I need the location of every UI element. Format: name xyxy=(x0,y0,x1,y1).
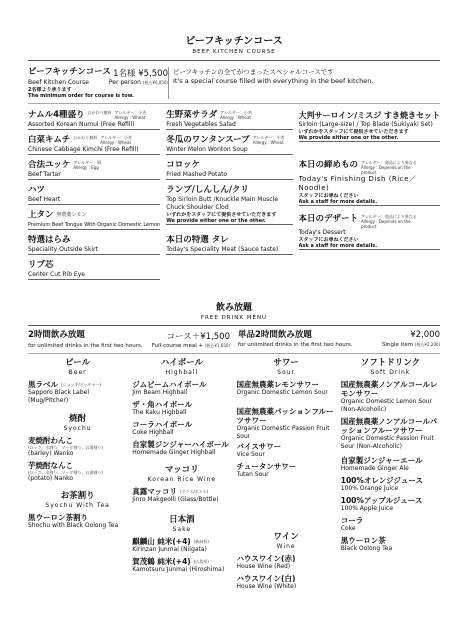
drink-item: ハウスワイン(白) House Wine (White) xyxy=(236,574,297,590)
course-item: 生野菜サラダ アレルギー：小麦 Allergy : Wheat Fresh Vegetables Salad xyxy=(166,110,292,135)
course-item: 本日のデザート アレルギー：商品により異なる Allergy : Depends on the product Today's Dessert スタッフにお尋ねください Ask a staff for more details. xyxy=(299,214,440,260)
course-title-jp: ビーフキッチンコース xyxy=(185,36,283,47)
course-menu-page xyxy=(28,36,440,298)
drink-col-1 xyxy=(28,358,132,594)
drink-item: 100%アップルジュース 100% Apple Juice xyxy=(340,496,423,512)
course-item: ハツ Beef Heart xyxy=(28,185,160,210)
drink-item: 国産無農薬パッションフルーツサワー Organic Domestic Passion Fruit Sour xyxy=(236,407,334,440)
plan-single: 単品2時間飲み放題 ¥2,000 for unlimited drinks in the first two hours. Single item (税込¥2,200) xyxy=(238,330,440,348)
drink-item: 芋焼酎なんこ (ロック、水割り、ソーダ割り、お湯割り) (potato) Nanko xyxy=(28,461,103,482)
plan2-title: 単品2時間飲み放題 xyxy=(238,330,312,340)
drink-columns xyxy=(28,358,440,594)
course-name-jp: ビーフキッチンコース xyxy=(28,67,111,77)
drink-item: 真露マッコリ (グラス/ボトル) Jinro Makgeolli (Glass/Bottle) xyxy=(132,487,219,503)
drink-item: コーラハイボール Coke Highball xyxy=(132,420,193,436)
section-shochu: 焼酎 Syochu xyxy=(63,414,92,432)
section-wine: ワイン Wine xyxy=(273,532,299,550)
drink-item: 賀茂鶴 純米(+4) (広島県) Kamotsuru Junmai (Hiroshima) xyxy=(132,557,225,573)
section-tea-shochu: お茶割り Syochu With Tea xyxy=(45,491,110,509)
course-per-person: Per person xyxy=(108,79,141,86)
section-beer: ビール Beer xyxy=(65,358,91,376)
course-desc-en: It's a special course filled with everything in the beef kitchen. xyxy=(173,77,374,85)
drink-item: ハウスワイン(赤) House Wine (Red) xyxy=(236,554,296,570)
course-price: ¥5,500 xyxy=(138,69,168,79)
course-item: 大判サーロイン/ミスジ すき焼きセット Sirloin (Large-size) / Top Blade (Sukiyaki Set) いずれかをスタッフにて提供させていただきます We provide either one or the other. xyxy=(298,111,440,141)
course-header xyxy=(28,67,440,99)
drink-item: ジムビームハイボール Jim Beam Highball xyxy=(132,380,207,396)
course-qty: 1名様 xyxy=(113,69,136,79)
section-sour: サワー Sour xyxy=(273,358,299,376)
drink-item: 国産無農薬レモンサワー Organic Domestic Lemon Sour xyxy=(236,380,328,396)
course-item: 冬瓜のワンタンスープ アレルギー：小麦 Allergy : Wheat Winter Melon Wonton Soup xyxy=(166,135,292,160)
drink-item: 自家製ジンジャーエール Homemade Ginger Ale xyxy=(340,456,423,472)
drink-item: ザ・角ハイボール The Kaku Highball xyxy=(132,400,193,416)
course-item: リブ芯 Center Cut Rib Eye xyxy=(28,260,160,285)
drink-item: 国産無農薬ノンアルコールレモンサワー Organic Domestic Lemon Sour (Non-Alcoholic) xyxy=(340,380,438,413)
drink-col-2 xyxy=(132,358,236,594)
course-title xyxy=(28,36,440,56)
drink-item: 自家製ジンジャーハイボール Homemade Ginger Highball xyxy=(132,440,229,456)
drink-item: 麒麟山 純米(+4) (新潟県) Kirinzan Junmai (Niigata) xyxy=(132,537,209,553)
course-col-2 xyxy=(166,110,298,285)
drink-item: コーラ Coke xyxy=(340,516,364,532)
course-item: ランプ/しんしん/クリ Top Sirloin Butt /Knuckle Main Muscle Chuck Shoulder Clod いずれかをスタッフにて提供させていただきます We provide either one or the other. xyxy=(166,185,292,235)
plan1-price: ¥1,500 xyxy=(200,332,230,342)
course-divider xyxy=(28,60,440,61)
drink-item: 黒ラベル (ジョッキ/ピッチャー) Sapporo Black Label (Mug/Pitcher) xyxy=(28,380,102,404)
course-desc-jp: ビーフキッチンの全てがつまったスペシャルコースです xyxy=(173,68,334,76)
course-items xyxy=(28,110,440,285)
section-highball: ハイボール Highball xyxy=(160,358,204,376)
plan1-title: 2時間飲み放題 xyxy=(28,330,85,340)
drink-item: チュータンサワー Tutan Sour xyxy=(236,462,297,478)
course-col-1 xyxy=(28,110,166,285)
drink-item: 黒ウーロン茶割り Shochu with Black Oolong Tea xyxy=(28,513,119,529)
course-col-3 xyxy=(299,110,440,285)
drink-title-en: FREE DRINK MENU xyxy=(200,315,268,321)
section-sake: 日本酒 Sake xyxy=(169,515,195,533)
drink-item: 黒ウーロン茶 Black Oolong Tea xyxy=(340,536,393,552)
drink-plans xyxy=(28,330,440,350)
course-item: ナムル4種盛り おかわり無料 アレルギー：小麦 Allergy : Wheat Assorted Korean Numul (Free Refill) xyxy=(28,110,160,135)
course-item: 特選はらみ Speciality Outside Skirt xyxy=(28,235,160,260)
drink-col-3 xyxy=(237,358,341,594)
course-min-jp: 2名様より承ります xyxy=(28,87,72,93)
course-title-en: BEEF KITCHEN COURSE xyxy=(192,49,276,55)
drink-menu-page xyxy=(28,302,440,602)
drink-item: 麦焼酎わんこ (ロック、水割り、ソーダ割り、お湯割り) (barley) Wanko xyxy=(28,436,103,457)
course-item: 白菜キムチ おかわり無料 アレルギー：小麦 Allergy : Wheat Chinese Cabbage Kimchi (Free Refill) xyxy=(28,135,160,160)
drink-item: 国産無農薬ノンアルコールパッションフルーツサワー Organic Domestic Passion Fruit Sour (Non-Alcoholic) xyxy=(340,417,437,450)
drink-item: 100%オレンジジュース 100% Orange Juice xyxy=(340,476,423,492)
plan-course: 2時間飲み放題 コース＋¥1,500 for unlimited drinks in the first two hours. Full course meal + (税込¥1,650) xyxy=(28,330,230,349)
plan2-price: ¥2,000 xyxy=(410,330,440,340)
course-tax: (税込¥6,050) xyxy=(142,80,168,85)
course-item: 本日の特選 タレ Today's Speciality Meat (Sauce taste) xyxy=(166,235,292,260)
drink-col-4 xyxy=(341,358,440,594)
drink-item: バイスサワー Vice Sour xyxy=(236,442,282,458)
drink-title xyxy=(28,302,440,322)
course-item: コロッケ Fried Mashed Potato xyxy=(166,160,292,185)
course-item: 上タン 無農薬レモン Premium Beef Tongue With Organic Domestic Lemon xyxy=(28,210,161,228)
section-soft-drink: ソフトドリンク Soft Drink xyxy=(360,358,421,376)
course-item: 合法ユッケ アレルギー：卵 Allergy : Egg Beef Tartar xyxy=(28,160,160,185)
drink-title-jp: 飲み放題 xyxy=(215,303,252,313)
course-item: 本日の締めもの アレルギー：商品により異なる Allergy : Depends on the product Today's Finishing Dish (Rice／Noodle) スタッフにお尋ねください Ask a staff for more details. xyxy=(299,160,440,214)
section-makgeolli: マッコリ Korean Rice Wine xyxy=(147,465,217,483)
course-name-en: Beef Kitchen Course xyxy=(28,79,89,86)
course-min-en: The minimum order for course is tow. xyxy=(28,93,134,99)
